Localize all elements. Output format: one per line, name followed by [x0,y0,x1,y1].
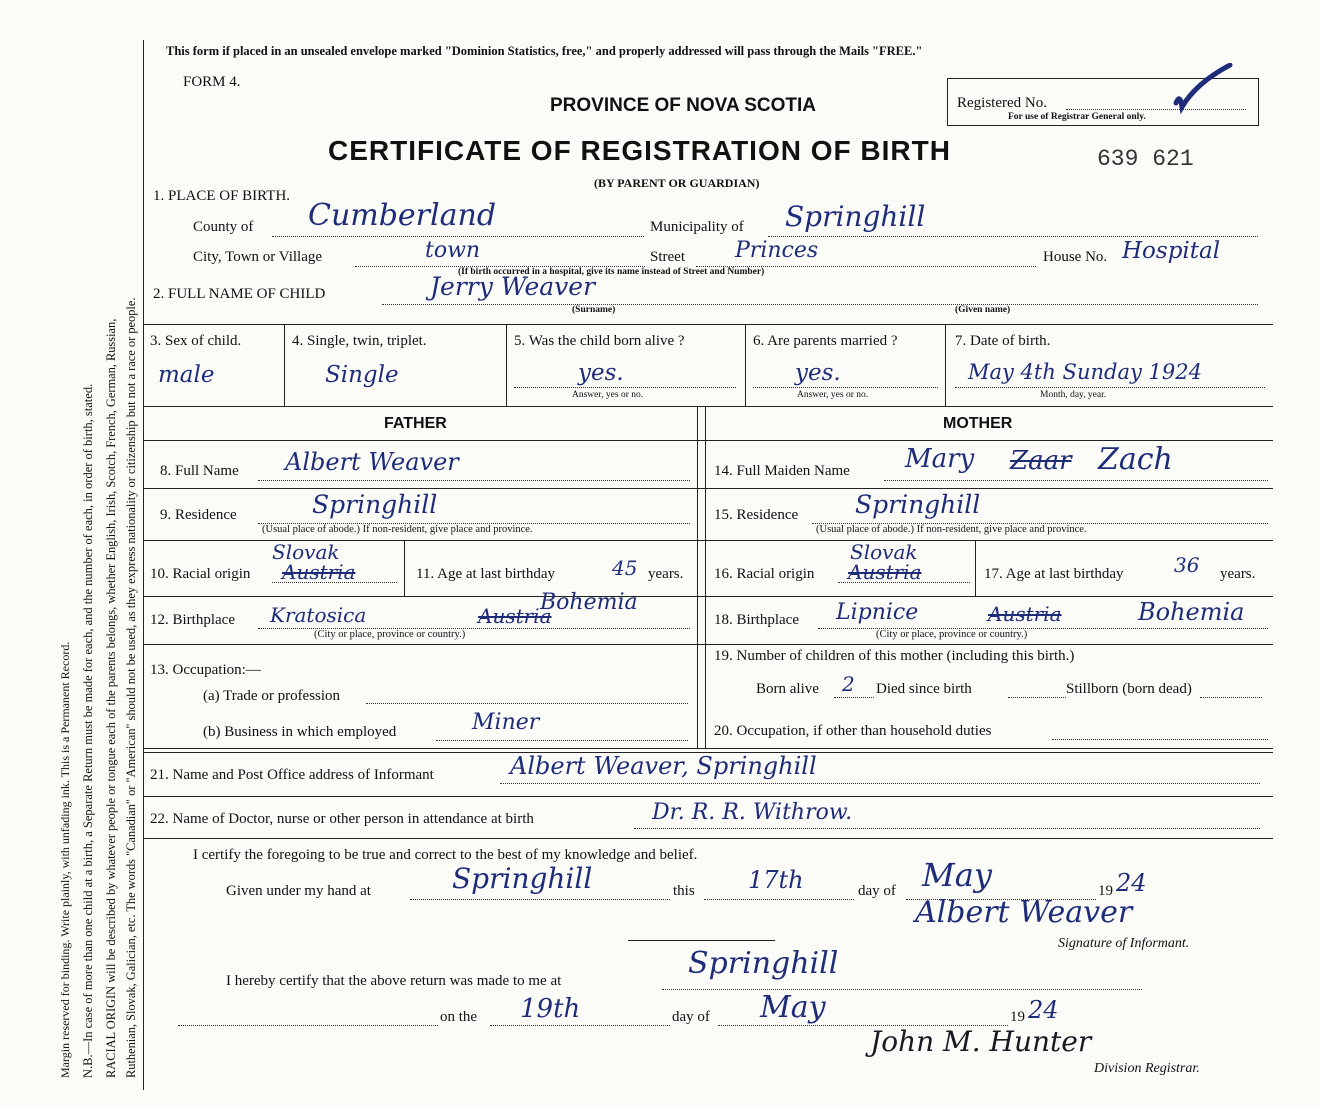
alive-label: 5. Was the child born alive ? [514,333,685,349]
certify-year-value[interactable]: 24 [1116,869,1147,897]
signature-informant-label: Signature of Informant. [1058,936,1190,951]
municipality-label: Municipality of [650,219,744,235]
mother-name-last[interactable]: Zach [1098,442,1173,477]
street-label: Street [650,249,685,265]
alive-answer-note: Answer, yes or no. [572,390,644,400]
check-mark-icon [1168,63,1238,118]
father-race-value[interactable]: Slovak [272,540,340,564]
child-name-label: 2. FULL NAME OF CHILD [153,286,326,302]
trade-label: (a) Trade or profession [203,688,341,704]
stamp-number: 639 621 [1097,146,1194,172]
form-number: FORM 4. [183,74,241,90]
married-value[interactable]: yes. [795,360,841,386]
given-name-note: (Given name) [955,305,1011,315]
child-name-value[interactable]: Jerry Weaver [430,272,596,301]
registrar-day-value[interactable]: 19th [520,994,581,1024]
mother-years-label: years. [1220,566,1256,582]
dob-value[interactable]: May 4th Sunday 1924 [968,360,1202,384]
mother-name-struck: Zaar [1010,446,1072,476]
mother-heading: MOTHER [943,415,1013,432]
sex-value[interactable]: male [158,362,215,388]
city-label: City, Town or Village [193,249,323,265]
hospital-note: (If birth occurred in a hospital, give its name instead of Street and Number) [458,267,765,277]
business-label: (b) Business in which employed [203,724,397,740]
this-label: this [673,883,695,899]
house-value[interactable]: Hospital [1122,238,1221,264]
father-name-label: 8. Full Name [160,463,239,479]
business-value[interactable]: Miner [472,710,540,735]
registrar-statement: I hereby certify that the above return was made to me at [226,973,562,989]
informant-signature: Albert Weaver [915,895,1133,930]
rule-row3-top [143,324,1273,325]
county-label: County of [193,219,254,235]
children-label: 19. Number of children of this mother (including this birth.) [714,648,1075,664]
mother-birthplace-label: 18. Birthplace [714,612,799,628]
county-value[interactable]: Cumberland [308,198,497,233]
column-divider [697,406,698,748]
father-residence-label: 9. Residence [160,507,237,523]
informant-label: 21. Name and Post Office address of Informant [150,767,434,783]
certificate-title: CERTIFICATE OF REGISTRATION OF BIRTH [328,135,951,166]
divider-short [628,940,775,941]
certify-month-value[interactable]: May [922,856,992,894]
doctor-value[interactable]: Dr. R. R. Withrow. [652,800,853,825]
father-years-label: years. [648,566,684,582]
sex-label: 3. Sex of child. [150,333,242,349]
division-registrar-label: Division Registrar. [1094,1061,1200,1076]
certify-day-value[interactable]: 17th [748,866,804,894]
city-value[interactable]: town [425,238,481,263]
doctor-label: 22. Name of Doctor, nurse or other person in attendance at birth [150,811,534,827]
father-heading: FATHER [384,415,447,432]
father-residence-value[interactable]: Springhill [312,490,438,519]
certify-day-of-label: day of [858,883,896,899]
mother-birthplace-note: (City or place, province or country.) [876,629,1028,640]
municipality-value[interactable]: Springhill [785,200,926,233]
mother-residence-value[interactable]: Springhill [855,490,981,519]
father-birthplace-note: (City or place, province or country.) [314,629,466,640]
mother-race-value[interactable]: Slovak [850,540,918,564]
father-race-label: 10. Racial origin [150,566,251,582]
mother-name-first[interactable]: Mary [905,444,975,474]
certify-year-prefix: 19 [1098,883,1113,899]
stillborn-label: Stillborn (born dead) [1066,681,1192,697]
born-alive-value[interactable]: 2 [842,672,855,696]
given-label: Given under my hand at [226,883,371,899]
street-value[interactable]: Princes [735,238,819,263]
house-label: House No. [1043,249,1108,265]
married-answer-note: Answer, yes or no. [797,390,869,400]
informant-value[interactable]: Albert Weaver, Springhill [510,752,817,780]
place-heading: 1. PLACE OF BIRTH. [153,188,291,204]
side-note-binding: Margin reserved for binding. Write plainly, with unfading ink. This is a Permanent Record. [58,641,72,1078]
certificate-subtitle: (BY PARENT OR GUARDIAN) [594,176,760,190]
father-age-label: 11. Age at last birthday [416,566,555,582]
alive-value[interactable]: yes. [578,360,624,386]
mother-occupation-label: 20. Occupation, if other than household duties [714,723,992,739]
registered-box [947,78,1259,126]
father-birthplace-struck: Austria [478,604,552,628]
father-birthplace-label: 12. Birthplace [150,612,235,628]
side-note-nb: N.B.—In case of more than one child at a birth, a Separate Return must be made for each, and the number of each, in order of birth, stated. [81,383,95,1078]
registrar-place-value[interactable]: Springhill [688,946,839,981]
mother-age-value[interactable]: 36 [1174,553,1200,577]
father-birthplace-value[interactable]: Kratosica [270,603,367,627]
mother-age-label: 17. Age at last birthday [984,566,1124,582]
died-since-label: Died since birth [876,681,972,697]
mother-race-struck: Austria [848,560,922,584]
side-note-racial-2: Ruthenian, Slovak, Galician, etc. The words "Canadian" or "American" should not be used, as they express nationality or citizenship but not a race or people. [124,297,138,1078]
surname-note: (Surname) [572,305,616,315]
registrar-year-prefix: 19 [1010,1009,1025,1025]
father-age-value[interactable]: 45 [612,556,638,580]
born-alive-label: Born alive [756,681,819,697]
mother-name-label: 14. Full Maiden Name [714,463,850,479]
mother-race-label: 16. Racial origin [714,566,815,582]
plural-label: 4. Single, twin, triplet. [292,333,427,349]
registrar-month-value[interactable]: May [760,990,826,1025]
mother-residence-note: (Usual place of abode.) If non-resident, give place and province. [816,524,1087,535]
side-note-racial-1: RACIAL ORIGIN will be described by whatever people or tongue each of the parents belongs, whether English, Irish, Scotch, French, German, Russian, [104,318,118,1078]
mother-birthplace-country[interactable]: Bohemia [1138,598,1245,626]
mother-birthplace-struck: Austria [988,602,1062,626]
registrar-day-of-label: day of [672,1009,710,1025]
margin-rule [143,40,144,1090]
mother-residence-label: 15. Residence [714,507,799,523]
dob-note: Month, day, year. [1040,390,1107,400]
occupation-label: 13. Occupation:— [150,662,261,678]
on-the-label: on the [440,1009,478,1025]
mother-birthplace-value[interactable]: Lipnice [836,600,919,625]
registrar-signature: John M. Hunter [870,1025,1092,1058]
father-residence-note: (Usual place of abode.) If non-resident, give place and province. [262,524,533,535]
province-heading: PROVINCE OF NOVA SCOTIA [550,95,817,116]
registrar-note: For use of Registrar General only. [1008,112,1146,122]
father-birthplace-country[interactable]: Bohemia [540,590,638,615]
father-race-struck: Austria [282,560,356,584]
father-name-value[interactable]: Albert Weaver [285,448,459,476]
registrar-year-value[interactable]: 24 [1028,996,1059,1024]
plural-value[interactable]: Single [325,362,399,388]
registered-label: Registered No. [957,95,1047,111]
postal-note: This form if placed in an unsealed envelope marked "Dominion Statistics, free," and properly addressed will pass through the Mails "FREE." [166,44,923,58]
married-label: 6. Are parents married ? [753,333,898,349]
certify-statement: I certify the foregoing to be true and correct to the best of my knowledge and belief. [193,847,698,863]
dob-label: 7. Date of birth. [955,333,1051,349]
given-place-value[interactable]: Springhill [452,862,593,895]
